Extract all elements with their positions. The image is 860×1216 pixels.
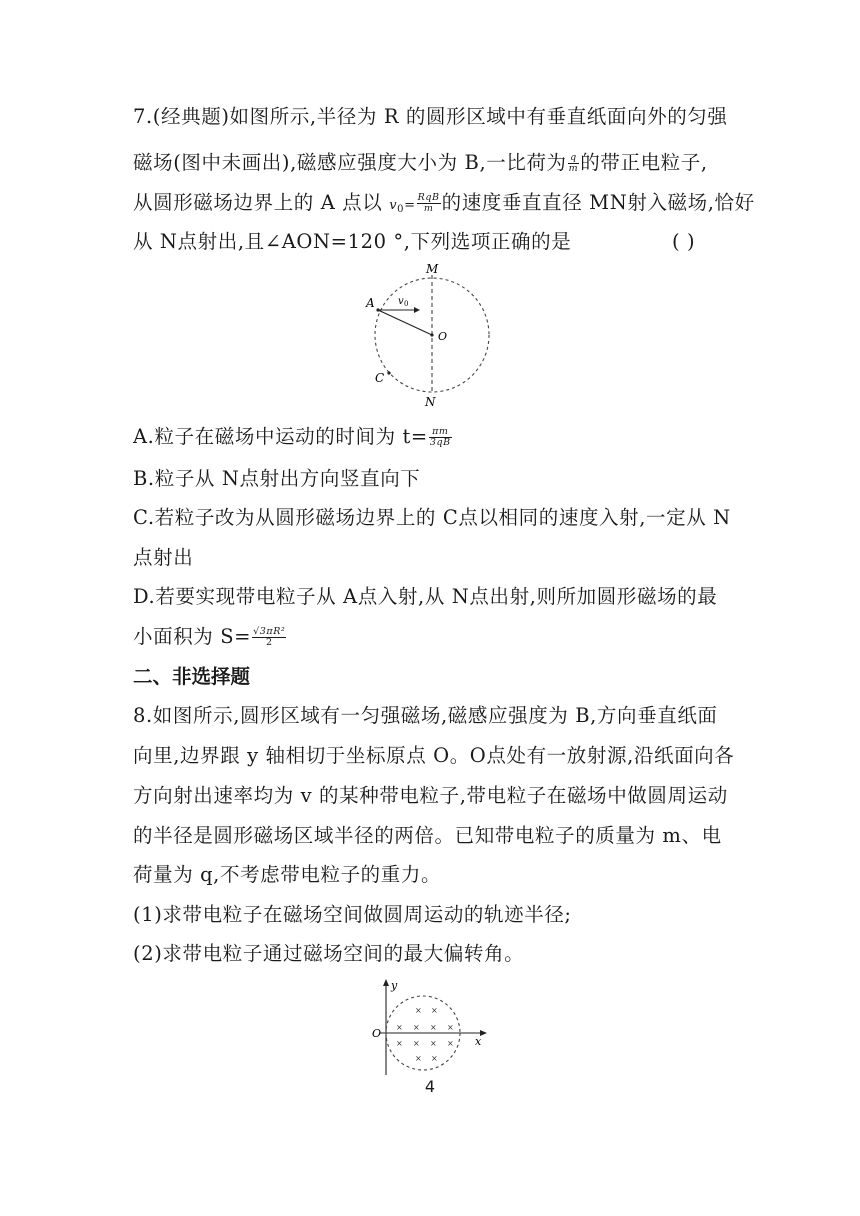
cross-mark: × — [396, 1023, 403, 1032]
label-origin: O — [372, 1027, 382, 1040]
option-a — [133, 424, 453, 450]
q8-line-3: 方向射出速率均为 v 的某种带电粒子,带电粒子在磁场中做圆周运动 — [133, 784, 728, 807]
label-y: y — [391, 979, 398, 992]
option-c-line-2: 点射出 — [133, 546, 194, 569]
cross-mark: × — [431, 1006, 438, 1015]
fraction-denominator: 2 — [265, 637, 273, 648]
equals-sign: = — [404, 198, 416, 213]
q7-line-3-text-b: 的速度垂直直径 MN射入磁场,恰好 — [441, 191, 755, 214]
cross-mark: × — [396, 1039, 403, 1048]
q7-line-2-text-a: 磁场(图中未画出),磁感应强度大小为 B,一比荷为 — [133, 151, 567, 174]
page-number: 4 — [424, 1077, 436, 1096]
charge-mass-fraction — [568, 153, 580, 174]
point-o — [430, 333, 433, 336]
q8-subquestion-1: (1)求带电粒子在磁场空间做圆周运动的轨迹半径; — [133, 903, 572, 926]
v0-symbol: v — [389, 198, 398, 213]
cross-mark: × — [413, 1023, 420, 1032]
label-o: O — [438, 330, 448, 343]
fraction-numerator: √3πR² — [253, 626, 286, 637]
cross-mark: × — [447, 1023, 454, 1032]
q7-line-4 — [133, 229, 571, 255]
fraction-numerator: q — [568, 153, 580, 164]
option-c-line-1: C.若粒子改为从圆形磁场边界上的 C点以相同的速度入射,一定从 N — [133, 506, 731, 529]
label-a: A — [366, 296, 375, 310]
q8-subquestion-2: (2)求带电粒子通过磁场空间的最大偏转角。 — [133, 942, 525, 965]
q7-line-1: 7.(经典题)如图所示,半径为 R 的圆形区域中有垂直纸面向外的匀强 — [133, 105, 728, 128]
q8-line-1: 8.如图所示,圆形区域有一匀强磁场,磁感应强度为 B,方向垂直纸面 — [133, 704, 718, 727]
section-heading: 二、非选择题 — [133, 665, 251, 688]
option-d-line-2 — [133, 624, 287, 650]
q7-line-3-text-a: 从圆形磁场边界上的 A 点以 — [133, 191, 390, 214]
answer-parentheses: ( ) — [672, 230, 696, 253]
figure-coordinate-field — [368, 977, 498, 1077]
fraction-numerator: πm — [429, 427, 452, 438]
option-a-fraction — [429, 427, 452, 448]
field-crosses — [396, 1006, 454, 1063]
figure-circular-field — [362, 258, 502, 408]
label-m: M — [426, 262, 439, 276]
fraction-denominator: 3qB — [429, 437, 451, 448]
q7-line-2-text-b: 的带正电粒子, — [580, 151, 708, 174]
y-axis-arrow-icon — [383, 979, 389, 986]
fraction-numerator: RqB — [417, 192, 440, 203]
point-a — [376, 308, 379, 311]
radius-ao — [378, 310, 432, 335]
label-n: N — [425, 395, 436, 408]
point-c — [387, 371, 390, 374]
q7-line-3 — [133, 190, 755, 223]
q8-line-5: 荷量为 q,不考虑带电粒子的重力。 — [133, 863, 442, 886]
option-a-text: A.粒子在磁场中运动的时间为 t= — [133, 425, 428, 448]
fraction-denominator: m — [423, 203, 434, 214]
cross-mark: × — [447, 1039, 454, 1048]
option-d-line-1: D.若要实现带电粒子从 A点入射,从 N点出射,则所加圆形磁场的最 — [133, 585, 718, 608]
cross-mark: × — [430, 1039, 437, 1048]
option-d-fraction — [252, 627, 286, 648]
v0-subscript: 0 — [397, 204, 405, 215]
label-x: x — [475, 1035, 482, 1048]
label-c: C — [375, 371, 385, 385]
option-d-text: 小面积为 S= — [133, 625, 252, 648]
q7-line-2 — [133, 150, 708, 176]
option-b: B.粒子从 N点射出方向竖直向下 — [133, 467, 421, 490]
q7-line-4-text: 从 N点射出,且∠AON=120 °,下列选项正确的是 — [133, 230, 572, 253]
arrow-head-icon — [414, 307, 420, 313]
cross-mark: × — [413, 1039, 420, 1048]
cross-mark: × — [430, 1023, 437, 1032]
cross-mark: × — [415, 1006, 422, 1015]
label-v: v — [398, 296, 404, 307]
velocity-fraction — [417, 193, 441, 214]
q8-line-2: 向里,边界跟 y 轴相切于坐标原点 O。O点处有一放射源,沿纸面向各 — [133, 744, 735, 767]
label-v-subscript: 0 — [404, 300, 409, 308]
q8-line-4: 的半径是圆形磁场区域半径的两倍。已知带电粒子的质量为 m、电 — [133, 824, 722, 847]
cross-mark: × — [415, 1054, 422, 1063]
cross-mark: × — [431, 1054, 438, 1063]
fraction-denominator: m — [568, 163, 579, 174]
